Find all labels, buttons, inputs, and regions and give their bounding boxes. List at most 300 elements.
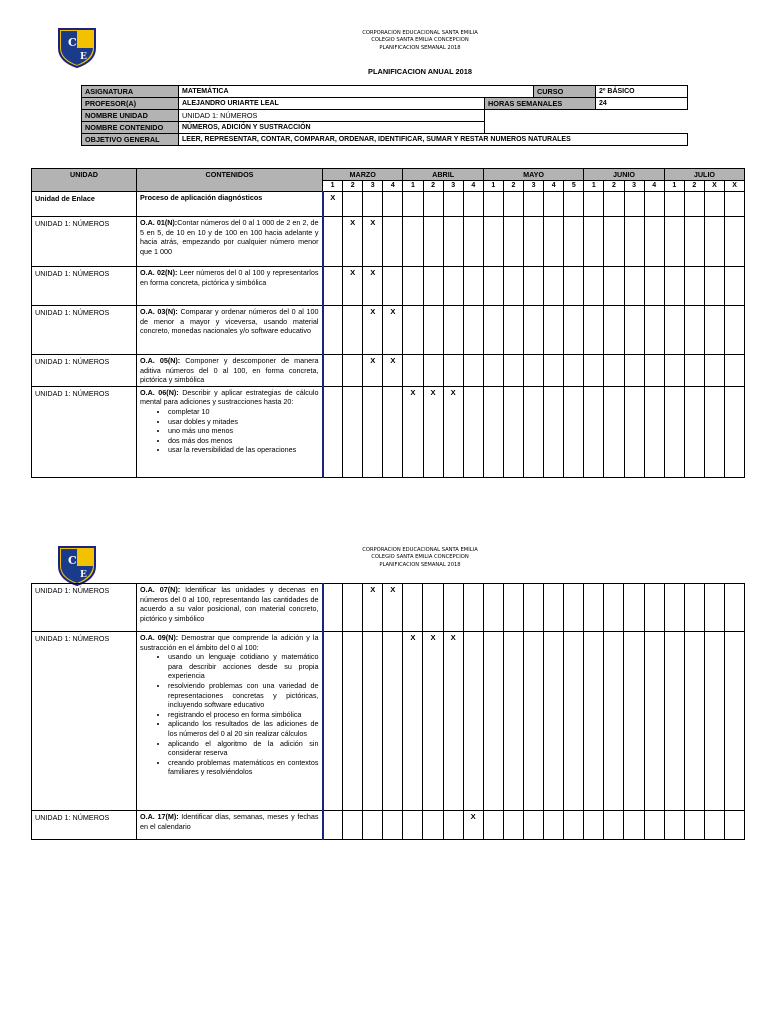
school-logo-page2 (57, 544, 97, 586)
week-slot (443, 267, 463, 306)
week-slot (463, 267, 483, 306)
week-slot (403, 584, 423, 632)
week-slot (624, 217, 644, 267)
unit-cell: UNIDAD 1: NÚMEROS (32, 386, 137, 477)
table-row (32, 632, 745, 811)
week-slot (383, 811, 403, 840)
profesor-label: PROFESOR(A) (82, 98, 179, 110)
week-slot (483, 584, 503, 632)
content-text: Comparar y ordenar números del 0 al 100 de menor a mayor y viceversa, usando material concreto, monedas nacionales y/o software educativo (140, 307, 319, 336)
week-slot (704, 355, 724, 387)
bullet-list (140, 407, 319, 455)
svg-text:C: C (68, 554, 77, 567)
content-cell (137, 355, 323, 387)
week-slot (644, 632, 664, 811)
week-slot (624, 584, 644, 632)
scheduled-mark: X (343, 217, 363, 267)
scheduled-mark: X (363, 355, 383, 387)
week-slot (684, 217, 704, 267)
oa-code: O.A. 05(N): (140, 356, 181, 365)
scheduled-mark: X (363, 267, 383, 306)
week-slot (524, 267, 544, 306)
week-cell: 3 (624, 181, 644, 192)
table-row (32, 584, 745, 632)
planning-table-page2 (31, 583, 745, 840)
week-slot (463, 632, 483, 811)
scheduled-mark: X (363, 217, 383, 267)
table-row (32, 217, 745, 267)
unit-cell: UNIDAD 1: NÚMEROS (32, 355, 137, 387)
week-slot (564, 355, 584, 387)
week-slot (684, 632, 704, 811)
oa-code: O.A. 06(N): (140, 387, 179, 397)
week-slot (483, 217, 503, 267)
oa-code: O.A. 07(N): (140, 585, 181, 594)
table-row (32, 386, 745, 477)
week-slot (423, 584, 443, 632)
month-header-abril: ABRIL (403, 169, 483, 181)
unit-cell: UNIDAD 1: NÚMEROS (32, 811, 137, 840)
unit-cell: UNIDAD 1: NÚMEROS (32, 217, 137, 267)
bullet-item: • completar 10 (168, 407, 319, 417)
week-slot (524, 355, 544, 387)
unidad-value: UNIDAD 1: NÚMEROS (179, 110, 485, 122)
scheduled-mark: X (443, 386, 463, 477)
table-row (32, 267, 745, 306)
header-line-3: PLANIFICACION SEMANAL 2018 (379, 561, 461, 568)
table-row (32, 355, 745, 387)
week-slot (323, 386, 343, 477)
month-header-julio: JULIO (664, 169, 744, 181)
week-slot (604, 192, 624, 217)
content-text: Describir y aplicar estrategias de cálculo mental para adiciones y sustracciones hasta 20: (140, 387, 319, 407)
week-cell: 1 (483, 181, 503, 192)
week-slot (483, 386, 503, 477)
week-slot (664, 386, 684, 477)
week-cell: 4 (644, 181, 664, 192)
contenido-label: NOMBRE CONTENIDO (82, 122, 179, 134)
week-slot (463, 306, 483, 355)
week-slot (524, 217, 544, 267)
scheduled-mark: X (363, 306, 383, 355)
asignatura-label: ASIGNATURA (82, 86, 179, 98)
week-slot (604, 217, 624, 267)
header-row (32, 169, 745, 181)
week-slot (463, 355, 483, 387)
week-slot (383, 632, 403, 811)
week-cell: 3 (443, 181, 463, 192)
week-slot (323, 267, 343, 306)
week-slot (684, 192, 704, 217)
week-slot (644, 306, 664, 355)
bullet-list (140, 652, 319, 777)
week-slot (724, 811, 744, 840)
col-header-unidad: UNIDAD (32, 169, 137, 192)
week-slot (383, 192, 403, 217)
bullet-item: • aplicando los resultados de las adiciones de los números del 0 al 20 sin realizar cálculos (168, 719, 319, 738)
week-slot (704, 584, 724, 632)
content-text: Identificar las unidades y decenas en números del 0 al 100, representando las cantidades de acuerdo a su valor posicional, con material concreto, pictórico y simbólico (140, 585, 319, 623)
table-row (32, 306, 745, 355)
week-slot (403, 267, 423, 306)
week-slot (483, 192, 503, 217)
table-row (32, 811, 745, 840)
week-slot (624, 811, 644, 840)
week-slot (343, 632, 363, 811)
week-slot (624, 386, 644, 477)
week-slot (604, 355, 624, 387)
week-slot (644, 267, 664, 306)
week-slot (423, 217, 443, 267)
week-slot (463, 386, 483, 477)
week-slot (523, 811, 543, 840)
bullet-item: • usar dobles y mitades (168, 417, 319, 427)
table-row (32, 192, 745, 217)
week-slot (725, 355, 745, 387)
content-cell (137, 811, 323, 840)
content-cell (137, 306, 323, 355)
blank-cell (485, 110, 688, 122)
week-cell: X (725, 181, 745, 192)
week-cell: 2 (423, 181, 443, 192)
week-slot (383, 267, 403, 306)
week-slot (725, 192, 745, 217)
week-cell: 3 (524, 181, 544, 192)
week-slot (684, 386, 704, 477)
week-slot (564, 267, 584, 306)
week-slot (725, 386, 745, 477)
week-slot (624, 355, 644, 387)
header-line-3: PLANIFICACION SEMANAL 2018 (379, 44, 461, 51)
scheduled-mark: X (423, 386, 443, 477)
week-slot (564, 811, 584, 840)
week-cell: 2 (343, 181, 363, 192)
content-text: Contar números del 0 al 1 000 de 2 en 2, de 5 en 5, de 10 en 10 y de 100 en 100 hacia adelante y hacia atrás, empezando por cualquier número menor que 1 000 (140, 218, 319, 256)
content-cell (137, 217, 323, 267)
content-cell (137, 584, 323, 632)
week-slot (483, 355, 503, 387)
scheduled-mark: X (403, 632, 423, 811)
week-slot (423, 306, 443, 355)
header-line-2: COLEGIO SANTA EMILIA CONCEPCION (371, 554, 469, 561)
horas-label: HORAS SEMANALES (485, 98, 596, 110)
week-slot (343, 811, 363, 840)
curso-label: CURSO (534, 86, 596, 98)
week-slot (544, 584, 564, 632)
week-slot (503, 632, 523, 811)
week-slot (644, 192, 664, 217)
week-slot (403, 811, 423, 840)
week-slot (483, 267, 503, 306)
week-slot (684, 811, 704, 840)
week-slot (604, 306, 624, 355)
svg-text:C: C (68, 36, 77, 49)
week-slot (684, 267, 704, 306)
week-slot (503, 584, 523, 632)
week-slot (483, 632, 503, 811)
scheduled-mark: X (463, 811, 483, 840)
week-cell: 1 (584, 181, 604, 192)
bullet-item: • aplicando el algoritmo de la adición sin considerar reserva (168, 739, 319, 758)
week-slot (664, 811, 684, 840)
content-text: Demostrar que comprende la adición y la sustracción en el ámbito del 0 al 100: (140, 633, 319, 652)
week-slot (383, 386, 403, 477)
week-slot (523, 632, 543, 811)
week-slot (524, 306, 544, 355)
week-slot (584, 632, 604, 811)
week-slot (704, 306, 724, 355)
bullet-item: • uno más uno menos (168, 426, 319, 436)
week-slot (584, 267, 604, 306)
week-slot (503, 267, 523, 306)
unit-cell: UNIDAD 1: NÚMEROS (32, 306, 137, 355)
week-slot (403, 217, 423, 267)
content-cell (137, 386, 323, 477)
week-slot (423, 267, 443, 306)
week-slot (704, 386, 724, 477)
profesor-value: ALEJANDRO URIARTE LEAL (179, 98, 485, 110)
week-slot (624, 306, 644, 355)
unit-cell: Unidad de Enlace (32, 192, 137, 217)
week-slot (363, 811, 383, 840)
week-cell: 4 (463, 181, 483, 192)
week-cell: 1 (323, 181, 343, 192)
week-slot (544, 217, 564, 267)
scheduled-mark: X (363, 584, 383, 632)
oa-code: O.A. 01(N): (140, 218, 178, 227)
week-cell: 4 (383, 181, 403, 192)
header-line-2: COLEGIO SANTA EMILIA CONCEPCION (371, 37, 469, 44)
content-text: Identificar días, semanas, meses y fechas en el calendario (140, 812, 319, 831)
svg-text:E: E (80, 570, 87, 580)
week-slot (363, 192, 383, 217)
week-cell: 3 (363, 181, 383, 192)
week-slot (423, 811, 443, 840)
week-slot (544, 306, 564, 355)
week-slot (684, 306, 704, 355)
week-slot (323, 811, 343, 840)
header-lines-page2 (250, 547, 590, 569)
week-slot (664, 306, 684, 355)
week-slot (604, 267, 624, 306)
content-cell (137, 632, 323, 811)
week-slot (564, 584, 584, 632)
header-lines (250, 30, 590, 52)
week-cell: 5 (564, 181, 584, 192)
week-slot (443, 192, 463, 217)
horas-value: 24 (596, 98, 688, 110)
objetivo-value: LEER, REPRESENTAR, CONTAR, COMPARAR, ORDENAR, IDENTIFICAR, SUMAR Y RESTAR NUMEROS NATURALES (179, 134, 688, 146)
week-slot (564, 386, 584, 477)
week-slot (664, 355, 684, 387)
curso-value: 2º BÁSICO (596, 86, 688, 98)
bullet-item: • dos más dos menos (168, 436, 319, 446)
content-text: Leer números del 0 al 100 y representarlos en forma concreta, pictórica y simbólica (140, 268, 319, 287)
unidad-label: NOMBRE UNIDAD (82, 110, 179, 122)
scheduled-mark: X (403, 386, 423, 477)
week-cell: X (704, 181, 724, 192)
scheduled-mark: X (383, 584, 403, 632)
week-slot (503, 306, 523, 355)
planning-table-page1 (31, 168, 745, 478)
week-slot (544, 386, 564, 477)
week-slot (584, 811, 604, 840)
week-cell: 2 (503, 181, 523, 192)
week-slot (644, 811, 664, 840)
scheduled-mark: X (323, 192, 343, 217)
week-slot (544, 355, 564, 387)
week-slot (363, 632, 383, 811)
unit-cell: UNIDAD 1: NÚMEROS (32, 267, 137, 306)
week-slot (584, 386, 604, 477)
scheduled-mark: X (443, 632, 463, 811)
week-slot (644, 355, 664, 387)
month-header-junio: JUNIO (584, 169, 664, 181)
week-slot (503, 811, 523, 840)
unit-cell: UNIDAD 1: NÚMEROS (32, 632, 137, 811)
content-text: Componer y descomponer de manera aditiva números del 0 al 100, en forma concreta, pictórica y simbólica (140, 356, 319, 385)
week-slot (684, 355, 704, 387)
scheduled-mark: X (383, 355, 403, 387)
content-text: Proceso de aplicación diagnósticos (140, 193, 263, 202)
week-slot (403, 306, 423, 355)
week-slot (503, 386, 523, 477)
week-slot (503, 192, 523, 217)
week-slot (443, 355, 463, 387)
info-table (81, 85, 688, 146)
bullet-item: • resolviendo problemas con una variedad de representaciones concretas y pictóricas, incluyendo software educativo (168, 681, 319, 710)
week-slot (564, 217, 584, 267)
week-slot (604, 632, 624, 811)
week-slot (343, 355, 363, 387)
week-slot (544, 811, 564, 840)
week-slot (423, 355, 443, 387)
scheduled-mark: X (383, 306, 403, 355)
week-slot (564, 192, 584, 217)
week-slot (604, 811, 624, 840)
scheduled-mark: X (423, 632, 443, 811)
week-slot (423, 192, 443, 217)
week-slot (503, 355, 523, 387)
bullet-item: • usar la reversibilidad de las operaciones (168, 445, 319, 455)
week-slot (584, 217, 604, 267)
week-slot (684, 584, 704, 632)
oa-code: O.A. 02(N): (140, 268, 178, 277)
content-cell (137, 192, 323, 217)
week-slot (323, 632, 343, 811)
objetivo-label: OBJETIVO GENERAL (82, 134, 179, 146)
week-cell: 1 (403, 181, 423, 192)
week-slot (463, 192, 483, 217)
school-logo (57, 26, 97, 68)
unit-cell: UNIDAD 1: NÚMEROS (32, 584, 137, 632)
week-slot (704, 811, 724, 840)
week-slot (343, 192, 363, 217)
content-cell (137, 267, 323, 306)
week-slot (644, 386, 664, 477)
week-slot (463, 584, 483, 632)
week-slot (443, 217, 463, 267)
week-slot (524, 192, 544, 217)
week-slot (483, 306, 503, 355)
month-header-mayo: MAYO (483, 169, 584, 181)
week-slot (523, 584, 543, 632)
week-slot (403, 355, 423, 387)
week-slot (544, 192, 564, 217)
week-slot (443, 811, 463, 840)
week-slot (624, 267, 644, 306)
week-slot (664, 632, 684, 811)
week-slot (443, 306, 463, 355)
week-slot (604, 386, 624, 477)
week-slot (704, 192, 724, 217)
bullet-item: • creando problemas matemáticos en contextos familiares y resolviéndolos (168, 758, 319, 777)
month-header-marzo: MARZO (323, 169, 403, 181)
week-slot (544, 632, 564, 811)
contenido-value: NÚMEROS, ADICIÓN Y SUSTRACCIÓN (179, 122, 485, 134)
week-slot (584, 306, 604, 355)
scheduled-mark: X (343, 267, 363, 306)
week-slot (323, 584, 343, 632)
week-slot (343, 584, 363, 632)
col-header-contenidos: CONTENIDOS (137, 169, 323, 192)
week-cell: 1 (664, 181, 684, 192)
week-slot (544, 267, 564, 306)
week-slot (403, 192, 423, 217)
week-slot (664, 267, 684, 306)
week-slot (343, 386, 363, 477)
bullet-item: • usando un lenguaje cotidiano y matemático para describir acciones desde su propia experiencia (168, 652, 319, 681)
week-slot (644, 584, 664, 632)
week-cell: 4 (544, 181, 564, 192)
week-slot (724, 632, 744, 811)
oa-code: O.A. 03(N): (140, 307, 178, 316)
blank-cell (485, 122, 688, 134)
week-slot (724, 584, 744, 632)
week-slot (725, 217, 745, 267)
week-slot (323, 355, 343, 387)
oa-code: O.A. 09(N): (140, 633, 179, 642)
week-slot (664, 217, 684, 267)
oa-code: O.A. 17(M): (140, 812, 179, 821)
week-slot (564, 632, 584, 811)
week-slot (363, 386, 383, 477)
week-slot (725, 267, 745, 306)
asignatura-value: MATEMÁTICA (179, 86, 534, 98)
week-slot (584, 192, 604, 217)
week-slot (624, 192, 644, 217)
week-slot (383, 217, 403, 267)
week-cell: 2 (684, 181, 704, 192)
week-slot (725, 306, 745, 355)
week-slot (704, 217, 724, 267)
week-slot (443, 584, 463, 632)
week-slot (664, 192, 684, 217)
bullet-item: • registrando el proceso en forma simbólica (168, 710, 319, 720)
week-slot (604, 584, 624, 632)
week-slot (503, 217, 523, 267)
week-slot (664, 584, 684, 632)
week-slot (704, 632, 724, 811)
svg-text:E: E (80, 52, 87, 62)
week-slot (584, 355, 604, 387)
week-slot (524, 386, 544, 477)
plan-title: PLANIFICACION ANUAL 2018 (368, 67, 472, 76)
week-slot (564, 306, 584, 355)
week-slot (624, 632, 644, 811)
week-slot (343, 306, 363, 355)
header-line-1: CORPORACION EDUCACIONAL SANTA EMILIA (362, 30, 478, 36)
